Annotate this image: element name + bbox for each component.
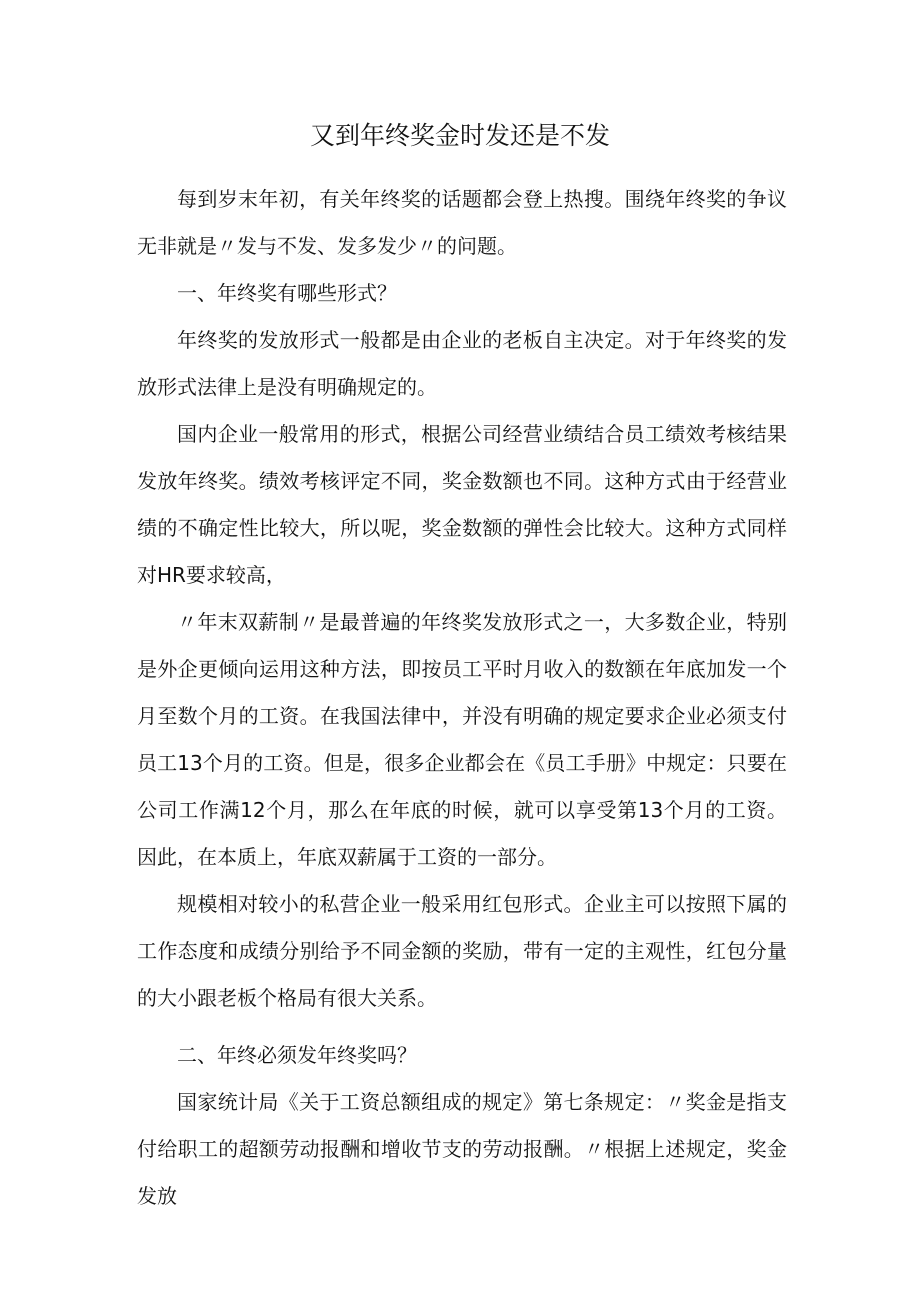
- paragraph-double-salary: 〃年末双薪制〃是最普遍的年终奖发放形式之一，大多数企业，特别是外企更倾向运用这种方法，即按员工平时月收入的数额在年底加发一个月至数个月的工资。在我国法律中，并没有明确的规定要求企业必须支付员工13个月的工资。但是，很多企业都会在《员工手册》中规定：只要在公司工作满12个月，那么在年底的时候，就可以享受第13个月的工资。因此，在本质上，年底双薪属于工资的一部分。: [137, 610, 787, 869]
- section-heading-2: 二、年终必须发年终奖吗？: [177, 1043, 417, 1067]
- section-heading-1: 一、年终奖有哪些形式？: [177, 281, 397, 305]
- paragraph-performance-bonus: 国内企业一般常用的形式，根据公司经营业绩结合员工绩效考核结果发放年终奖。绩效考核评定不同，奖金数额也不同。这种方式由于经营业绩的不确定性比较大，所以呢，奖金数额的弹性会比较大。这种方式同样对HR要求较高，: [137, 422, 787, 587]
- paragraph-regulation: 国家统计局《关于工资总额组成的规定》第七条规定：〃奖金是指支付给职工的超额劳动报酬和增收节支的劳动报酬。〃根据上述规定，奖金发放: [137, 1090, 787, 1208]
- paragraph-intro: 每到岁末年初，有关年终奖的话题都会登上热搜。围绕年终奖的争议无非就是〃发与不发、发多发少〃的问题。: [137, 187, 787, 258]
- document-title: 又到年终奖金时发还是不发: [309, 121, 610, 150]
- paragraph-forms-overview: 年终奖的发放形式一般都是由企业的老板自主决定。对于年终奖的发放形式法律上是没有明确规定的。: [137, 328, 787, 399]
- document-body: [137, 176, 787, 1220]
- paragraph-red-envelope: 规模相对较小的私营企业一般采用红包形式。企业主可以按照下属的工作态度和成绩分别给予不同金额的奖励，带有一定的主观性，红包分量的大小跟老板个格局有很大关系。: [137, 892, 787, 1010]
